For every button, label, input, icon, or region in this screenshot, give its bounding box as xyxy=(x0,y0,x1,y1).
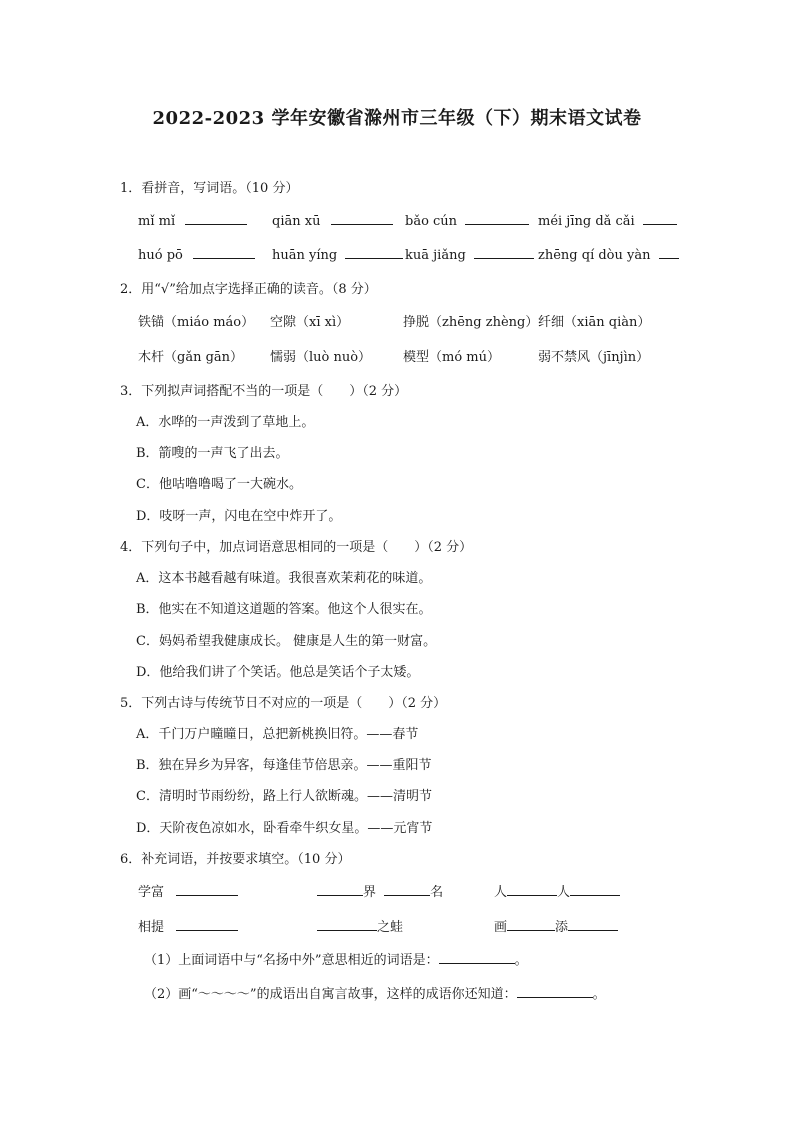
reading-choice[interactable]: 木杆（gǎn gān） xyxy=(138,350,244,365)
option-a[interactable]: A．千门万户曈曈日，总把新桃换旧符。——春节 xyxy=(136,727,419,742)
pinyin-text: kuā jiǎng xyxy=(405,248,466,263)
idiom-fill xyxy=(494,881,620,900)
reading-choice[interactable]: 纤细（xiān qiàn） xyxy=(538,315,651,330)
pinyin-item xyxy=(538,211,677,229)
reading-choice[interactable]: 模型（mó mú） xyxy=(403,350,500,365)
answer-blank[interactable] xyxy=(643,211,677,225)
option-d[interactable]: D．天阶夜色凉如水，卧看牵牛织女星。——元宵节 xyxy=(136,821,433,836)
answer-blank[interactable] xyxy=(507,882,557,896)
answer-blank[interactable] xyxy=(570,882,620,896)
answer-blank[interactable] xyxy=(193,245,255,259)
answer-blank[interactable] xyxy=(507,917,555,931)
idiom-text: 相提 xyxy=(138,920,165,935)
question-6-stem: 6．补充词语，并按要求填空。（10 分） xyxy=(120,852,351,867)
pinyin-text: qiān xū xyxy=(272,214,321,229)
pinyin-text: zhēng qí dòu yàn xyxy=(538,248,651,263)
pinyin-item xyxy=(272,245,403,263)
reading-choice[interactable]: 弱不禁风（jīnjìn） xyxy=(538,350,650,365)
idiom-text: 界 xyxy=(363,885,377,900)
answer-blank[interactable] xyxy=(176,917,238,931)
pinyin-text: bǎo cún xyxy=(405,214,458,229)
pinyin-text: mǐ mǐ xyxy=(138,214,176,229)
pinyin-item xyxy=(138,211,247,229)
idiom-text: 人 xyxy=(557,885,571,900)
answer-blank[interactable] xyxy=(465,211,529,225)
question-4-stem: 4．下列句子中，加点词语意思相同的一项是（ ）（2 分） xyxy=(120,540,473,555)
idiom-fill xyxy=(317,881,443,900)
answer-blank[interactable] xyxy=(317,917,377,931)
answer-blank[interactable] xyxy=(568,917,618,931)
option-c[interactable]: C．妈妈希望我健康成长。 健康是人生的第一财富。 xyxy=(136,634,437,649)
answer-blank[interactable] xyxy=(659,245,679,259)
pinyin-item xyxy=(138,245,255,263)
pinyin-text: huó pō xyxy=(138,248,183,263)
pinyin-item xyxy=(538,245,679,263)
idiom-text: 添 xyxy=(555,920,569,935)
pinyin-text: méi jīng dǎ cǎi xyxy=(538,214,635,229)
question-5-stem: 5．下列古诗与传统节日不对应的一项是（ ）（2 分） xyxy=(120,696,447,711)
question-3-stem: 3．下列拟声词搭配不当的一项是（ ）（2 分） xyxy=(120,384,408,399)
reading-choice[interactable]: 懦弱（luò nuò） xyxy=(270,350,372,365)
period: 。 xyxy=(514,953,528,968)
idiom-text: 学富 xyxy=(138,885,165,900)
pinyin-item xyxy=(405,245,534,263)
idiom-fill xyxy=(494,916,618,935)
option-b[interactable]: B．箭嗖的一声飞了出去。 xyxy=(136,446,289,461)
answer-blank[interactable] xyxy=(345,245,403,259)
option-a[interactable]: A．水哗的一声泼到了草地上。 xyxy=(136,415,315,430)
question-1-stem: 1．看拼音，写词语。（10 分） xyxy=(120,181,299,196)
sub-question-text: （1）上面词语中与“名扬中外”意思相近的词语是： xyxy=(144,953,439,968)
sub-question-1 xyxy=(144,949,528,968)
idiom-text: 画 xyxy=(494,920,508,935)
idiom-fill xyxy=(138,916,238,935)
idiom-text: 人 xyxy=(494,885,508,900)
idiom-text: 之蛙 xyxy=(377,920,404,935)
reading-choice[interactable]: 挣脱（zhēng zhèng） xyxy=(403,315,539,330)
answer-blank[interactable] xyxy=(185,211,247,225)
period: 。 xyxy=(592,987,606,1002)
idiom-fill xyxy=(138,881,238,900)
option-b[interactable]: B．他实在不知道这道题的答案。他这个人很实在。 xyxy=(136,602,432,617)
answer-blank[interactable] xyxy=(439,950,515,964)
option-d[interactable]: D．吱呀一声，闪电在空中炸开了。 xyxy=(136,509,342,524)
answer-blank[interactable] xyxy=(317,882,363,896)
pinyin-text: huān yíng xyxy=(272,248,338,263)
pinyin-item xyxy=(272,211,393,229)
reading-choice[interactable]: 空隙（xī xì） xyxy=(270,315,350,330)
reading-choice[interactable]: 铁锚（miáo máo） xyxy=(138,315,255,330)
option-b[interactable]: B．独在异乡为异客，每逢佳节倍思亲。——重阳节 xyxy=(136,758,432,773)
option-c[interactable]: C．他咕噜噜喝了一大碗水。 xyxy=(136,477,302,492)
sub-question-text: （2）画“～～～～”的成语出自寓言故事，这样的成语你还知道： xyxy=(144,987,517,1002)
answer-blank[interactable] xyxy=(474,245,534,259)
answer-blank[interactable] xyxy=(517,984,593,998)
sub-question-2 xyxy=(144,983,606,1002)
option-a[interactable]: A．这本书越看越有味道。我很喜欢茉莉花的味道。 xyxy=(136,571,432,586)
answer-blank[interactable] xyxy=(176,882,238,896)
answer-blank[interactable] xyxy=(331,211,393,225)
page-title: 2022-2023 学年安徽省滁州市三年级（下）期末语文试卷 xyxy=(152,108,642,129)
pinyin-item xyxy=(405,211,529,229)
option-d[interactable]: D．他给我们讲了个笑话。他总是笑话个子太矮。 xyxy=(136,665,420,680)
idiom-text: 名 xyxy=(430,885,444,900)
answer-blank[interactable] xyxy=(384,882,430,896)
idiom-fill xyxy=(317,916,403,935)
question-2-stem: 2．用“√”给加点字选择正确的读音。（8 分） xyxy=(120,282,377,297)
option-c[interactable]: C．清明时节雨纷纷，路上行人欲断魂。——清明节 xyxy=(136,789,432,804)
